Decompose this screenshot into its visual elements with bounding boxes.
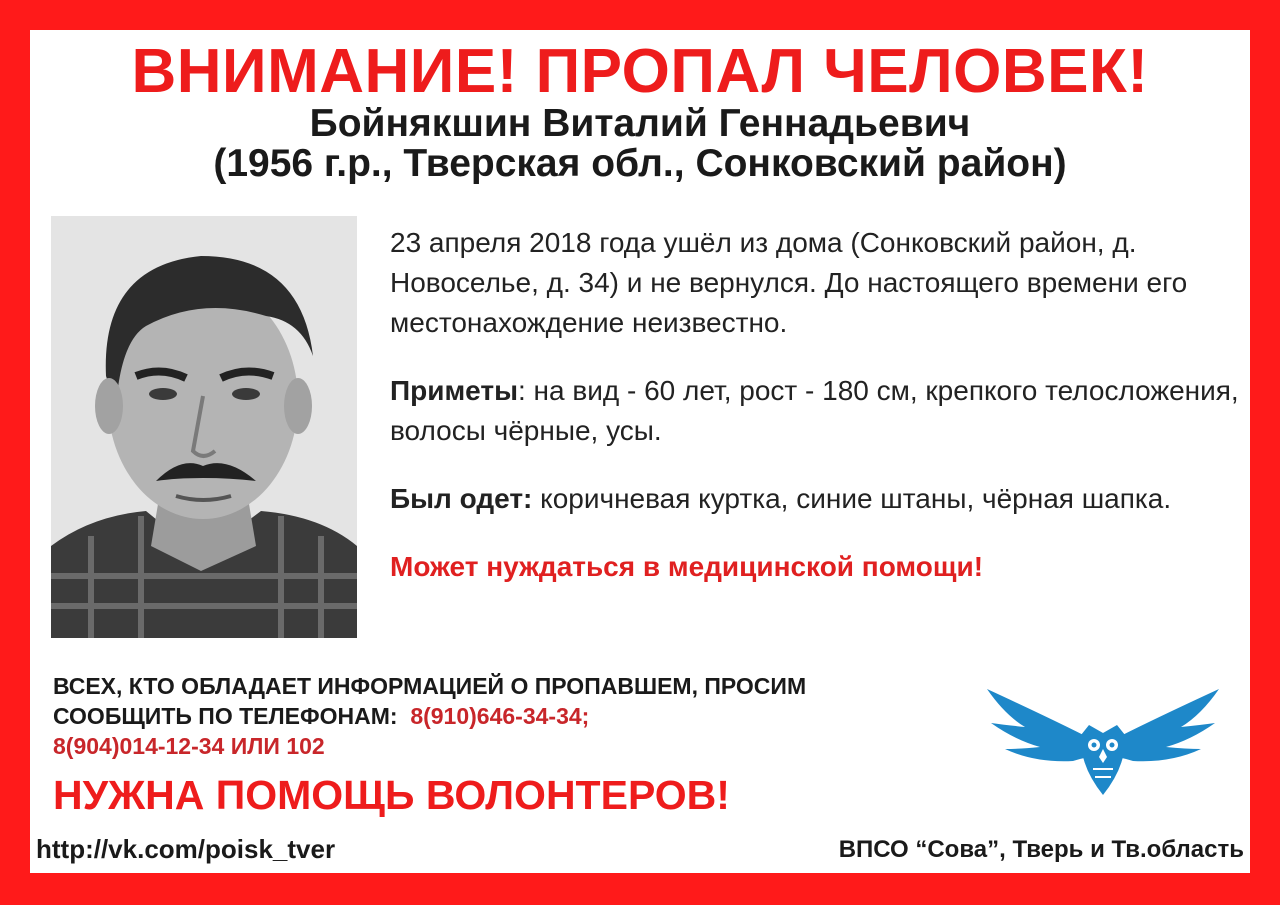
clothes-label: Был одет: [390,483,533,514]
signs-text: : на вид - 60 лет, рост - 180 см, крепкого телосложения, волосы чёрные, усы. [390,375,1239,446]
missing-person-name: Бойнякшин Виталий Геннадьевич [309,102,971,145]
vk-link[interactable]: http://vk.com/poisk_tver [36,834,336,864]
poster-sheet [30,30,1250,873]
signs-label: Приметы [390,375,518,406]
appeal-line-1: ВСЕХ, КТО ОБЛАДАЕТ ИНФОРМАЦИЕЙ О ПРОПАВШЕМ, ПРОСИМ [53,673,807,699]
appeal-block [53,671,973,761]
poster-title: ВНИМАНИЕ! ПРОПАЛ ЧЕЛОВЕК! [131,37,1149,106]
owl-logo-icon [985,685,1221,800]
phone-1[interactable]: 8(910)646-34-34; [410,703,590,729]
appeal-line-2 [53,701,973,731]
volunteers-needed: НУЖНА ПОМОЩЬ ВОЛОНТЕРОВ! [53,772,730,818]
disappearance-paragraph: 23 апреля 2018 года ушёл из дома (Сонковский район, д. Новоселье, д. 34) и не вернулся. До настоящего времени его местонахождение неизвестно. [390,227,1188,338]
clothes-text: коричневая куртка, синие штаны, чёрная шапка. [532,483,1172,514]
signs-paragraph [390,371,1250,451]
missing-person-details: (1956 г.р., Тверская обл., Сонковский район) [213,142,1067,185]
portrait-photo [51,216,357,638]
medical-alert: Может нуждаться в медицинской помощи! [390,551,984,582]
organization-name: ВПСО “Сова”, Тверь и Тв.область [838,836,1244,863]
description-block [390,223,1250,615]
portrait-image [51,216,357,638]
clothes-paragraph [390,479,1250,519]
appeal-phones-label: СООБЩИТЬ ПО ТЕЛЕФОНАМ: [53,703,398,729]
phone-2-line[interactable]: 8(904)014-12-34 ИЛИ 102 [53,733,325,759]
